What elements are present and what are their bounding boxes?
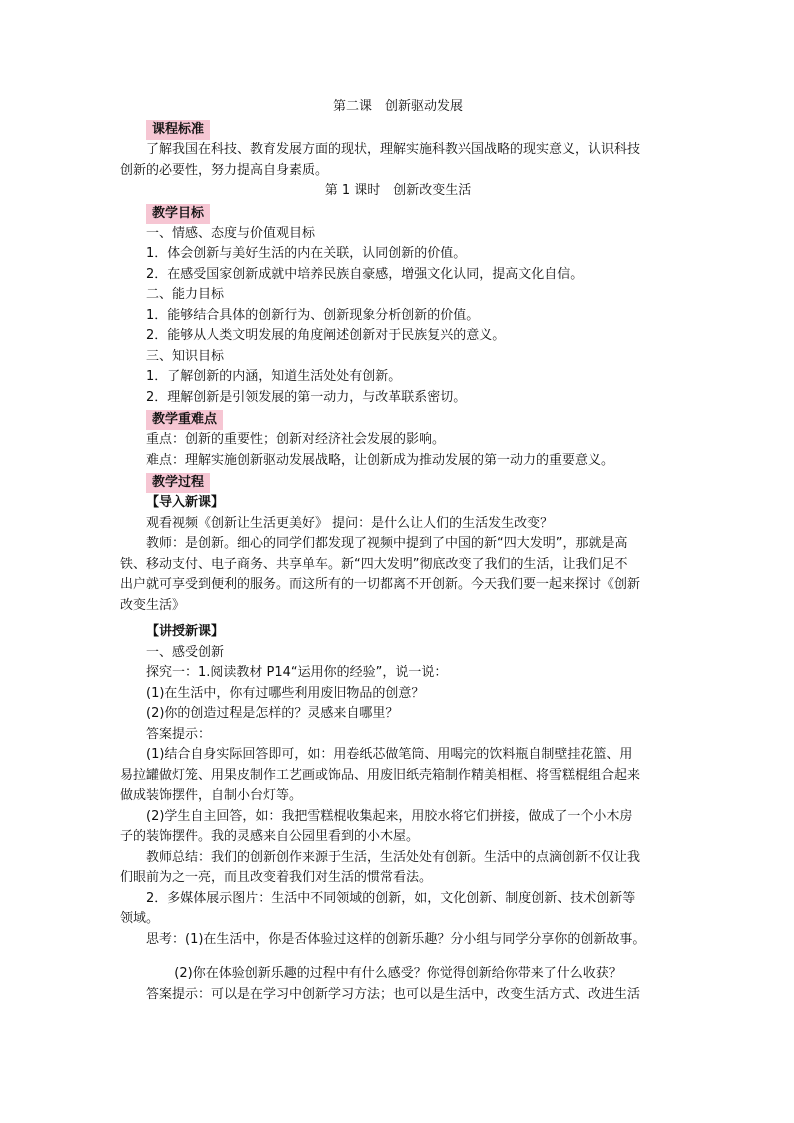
answer-line: 答案提示：可以是在学习中创新学习方法；也可以是生活中，改变生活方式、改进生活 [146, 986, 641, 1002]
intro-line: 出户就可享受到便利的服务。而这所有的一切都离不开创新。今天我们要一起来探讨《创新 [120, 577, 641, 592]
lesson-period-title: 第 1 课时 创新改变生活 [324, 183, 472, 198]
goal-heading: 二、能力目标 [146, 287, 225, 302]
goal-heading: 一、情感、态度与价值观目标 [146, 225, 316, 241]
goal-item: 1．能够结合具体的创新行为、创新现象分析创新的价值。 [146, 307, 480, 323]
section-tag-key-points: 教学重难点 [146, 410, 223, 430]
difficult-point: 难点：理解实施创新驱动发展战略，让创新成为推动发展的第一动力的重要意义。 [146, 452, 615, 468]
new-lesson-line: 探究一：1.阅读教材 P14“运用你的经验”，说一说： [146, 665, 448, 680]
document-page [120, 96, 676, 1005]
section-tag-teaching-goals: 教学目标 [146, 204, 210, 224]
key-point: 重点：创新的重要性；创新对经济社会发展的影响。 [146, 432, 446, 447]
answer-line: 子的装饰摆件。我的灵感来自公园里看到的小木屋。 [120, 829, 420, 844]
goal-item: 2．能够从人类文明发展的角度阐述创新对于民族复兴的意义。 [146, 328, 506, 343]
new-lesson-line: 答案提示： [146, 726, 212, 742]
media-line: 领域。 [120, 911, 160, 926]
intro-line: 教师：是创新。细心的同学们都发现了视频中提到了中国的新“四大发明”，那就是高 [146, 536, 628, 551]
answer-line: 做成装饰摆件，自制小台灯等。 [120, 788, 303, 803]
section-tag-teaching-process: 教学过程 [146, 473, 210, 493]
goal-heading: 三、知识目标 [146, 348, 225, 364]
answer-line: (1)结合自身实际回答即可，如：用卷纸芯做笔筒、用喝完的饮料瓶自制壁挂花篮、用 [146, 747, 633, 762]
new-lesson-line: (1)在生活中，你有过哪些利用废旧物品的创意？ [146, 685, 425, 701]
lesson-chapter-title: 第二课 创新驱动发展 [332, 99, 463, 114]
standard-line-1: 了解我国在科技、教育发展方面的现状，理解实施科教兴国战略的现实意义，认识科技 [146, 142, 641, 157]
answer-line: 易拉罐做灯笼、用果皮制作工艺画或饰品、用废旧纸壳箱制作精美相框、将雪糕棍组合起来 [120, 767, 641, 783]
intro-label: 【导入新课】 [146, 495, 225, 510]
answer-line: (2)学生自主回答，如：我把雪糕棍收集起来，用胶水将它们拼接，做成了一个小木房 [146, 808, 633, 824]
think-line: 思考：(1)在生活中，你是否体验过这样的创新乐趣？分小组与同学分享你的创新故事。 [146, 931, 646, 947]
intro-line: 改变生活》 [120, 597, 186, 613]
goal-item: 1．体会创新与美好生活的内在关联，认同创新的价值。 [146, 246, 467, 261]
summary-line: 教师总结：我们的创新创作来源于生活，生活处处有创新。生活中的点滴创新不仅让我 [146, 849, 641, 865]
think-line: (2)你在体验创新乐趣的过程中有什么感受？你觉得创新给你带来了什么收获？ [174, 966, 622, 981]
new-lesson-line: 一、感受创新 [146, 644, 225, 660]
section-tag-course-standard: 课程标准 [146, 120, 210, 140]
media-line: 2．多媒体展示图片：生活中不同领域的创新，如，文化创新、制度创新、技术创新等 [146, 890, 636, 906]
goal-item: 2．在感受国家创新成就中培养民族自豪感，增强文化认同，提高文化自信。 [146, 266, 584, 282]
summary-line: 们眼前为之一亮，而且改变着我们对生活的惯常看法。 [120, 870, 433, 885]
goal-item: 2．理解创新是引领发展的第一动力，与改革联系密切。 [146, 389, 467, 405]
intro-line: 铁、移动支付、电子商务、共享单车。新“四大发明”彻底改变了我们的生活，让我们足不 [120, 556, 628, 572]
standard-line-2: 创新的必要性，努力提高自身素质。 [120, 162, 329, 178]
goal-item: 1．了解创新的内涵，知道生活处处有创新。 [146, 369, 402, 384]
new-lesson-line: (2)你的创造过程是怎样的？灵感来自哪里？ [146, 706, 399, 721]
new-lesson-label: 【讲授新课】 [146, 624, 225, 639]
intro-line: 观看视频《创新让生活更美好》 提问：是什么让人们的生活发生改变？ [146, 515, 554, 531]
